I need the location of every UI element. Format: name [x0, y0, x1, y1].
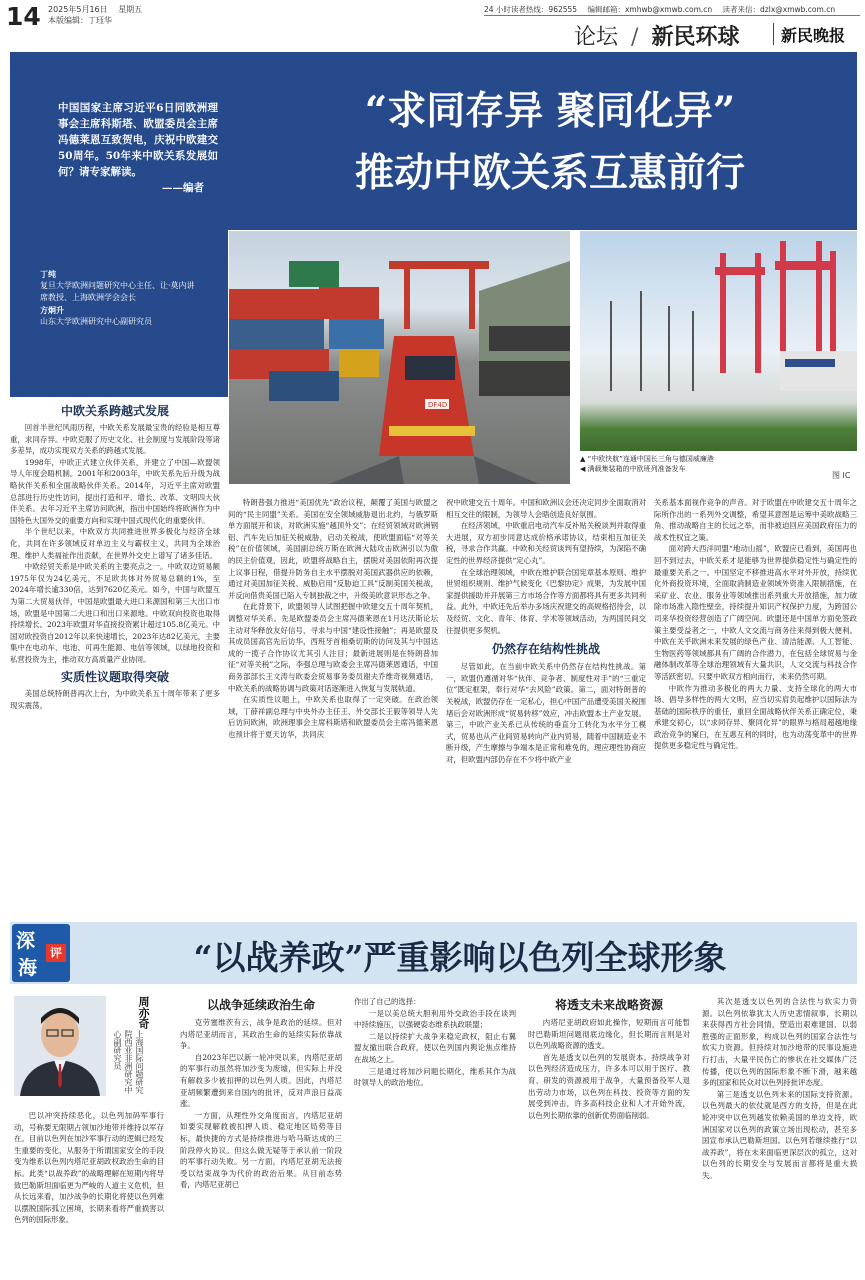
section-title — [574, 20, 739, 51]
article1-col3 — [446, 497, 646, 765]
article1-c2p1: 特朗普强力推进“美国优先”政治议程，颠覆了美国与欧盟之间的“民主同盟”关系。美国在安全领域威胁退出北约，与俄罗斯单方面展开和谈，对欧洲实施“越顶外交”；在经贸领域对欧洲钢铝、汽车先后加征关税威胁，启动关税战，使欧盟面临“对等关税”在价值领域，美国副总统万斯在欧洲大陆攻击欧洲引以为傲的民主价值观，因此，欧盟将战略自主，摆脱对美国依附再次提上议事日程，借提升防务自主水平摆脱对美国武器供应的依赖，通过对美国加征关税、威胁启用“反胁迫工具”反制美国关税战，并反向借贵美国已陷入专制独裁之中，升级美欧意识形态之争。 — [228, 498, 438, 600]
photo-captions — [580, 454, 714, 474]
subhead-structural-challenges: 仍然存在结构性挑战 — [491, 642, 600, 657]
article1-col2 — [228, 497, 438, 740]
caption-freight-train: ◀ 满载集装箱的中欧班列准备发车 — [580, 465, 686, 473]
weekday: 星期五 — [118, 5, 143, 14]
page-number: 14 — [6, 2, 41, 31]
contact-line — [484, 4, 835, 15]
author2-title: 山东大学欧洲研究中心副研究员 — [40, 317, 152, 326]
deep-sea-badge — [12, 924, 70, 982]
article1-p5: 美国总统特朗普再次上台，为中欧关系五十周年带来了更多现实震荡。 — [10, 689, 220, 711]
subhead-breakthrough: 实质性议题取得突破 — [60, 670, 169, 685]
article1-c2p3: 在实质性议题上，中欧关系也取得了一定突破。在政治领域，丁薛祥副总理与中央外办主任王、外交部长王毅等领导人先后访问欧洲，欧洲理事会主席科斯塔和欧盟委员会主席冯德莱恩也预计将于夏天访华，共同庆 — [228, 695, 438, 739]
article1-c3p2: 在经济领域，中欧重启电动汽车反补贴关税谈判并取得重大进展，双方初步同意达成价格承诺协议，结束相互加征关税，寻求合作共赢。中欧和关经贸谈判有望持续，为深陷不确定性的世界经济提供“定心丸”。 — [446, 521, 646, 565]
banner-title-line1: “求同存异 聚同化异” — [364, 88, 736, 134]
subhead-leap-development: 中欧关系跨越式发展 — [60, 404, 169, 418]
banner-intro — [58, 100, 218, 196]
date-line — [48, 4, 142, 15]
photo-port-cranes — [580, 231, 857, 451]
badge-comment: 评 — [46, 944, 66, 962]
author-portrait — [14, 996, 106, 1096]
section-world: 新民环球 — [651, 24, 740, 50]
photo-credit: 图 IC — [832, 471, 851, 480]
article1-p3: 半个世纪以来，中欧双方共同推进世界多极化与经济全球化，共同在许多领域反对单边主义与霸权主义，共同为全球治理、维护人类福祉作出贡献，在世界外交史上谱写了诸多佳话。 — [10, 527, 220, 560]
article2-p10: 首先是透支以色列的发展资本。持续战争对以色列经济造成压力，许多本可以用于医疗、教育、研发的资源被用于战争，大量预备役军人退出劳动力市场，以色列在科技、投资等方面的发展受到冲击，许多高科技企业和人才开始外流，以色列长期依靠的创新优势面临削弱。 — [528, 1052, 690, 1120]
article2-col1 — [14, 1110, 164, 1226]
article1-col1 — [10, 402, 220, 712]
section-forum: 论坛 — [574, 25, 619, 50]
subhead-strategic-resources: 将透支未来战略资源 — [554, 998, 663, 1012]
authors-box — [40, 268, 200, 328]
article2-p12: 第三是透支以色列未来的国际支持资源。以色列最大的依仗就是西方的支持，但是在此轮冲突中以色列越发依赖美国的单边支持，欧洲国家对以色列的政策立场出现松动，甚至多国宣布承认巴勒斯坦国。以色列若继续推行“以战养政”，将在未来面临更深层次的孤立，这对以色列的长期安全与发展而言都将是重大损失。 — [702, 1089, 857, 1180]
article1-p2: 1998年，中欧正式建立伙伴关系，并建立了中国—欧盟领导人年度会晤机制。2001年和2003年，中欧关系先后升级为战略伙伴关系和全面战略伙伴关系。2014年，习近平主席对欧盟总部进行历史性访问，提出打造和平、增长、改革、文明四大伙伴关系。去年习近平主席访问欧洲，指出中国始终将欧洲作为中国特色大国外交的重要方向和实现中国式现代化的重要伙伴。 — [10, 457, 220, 525]
article2-p6: 一是以美总统大胆利用外交政治手段在谈判中持续施压，以强硬姿态维系执政联盟； — [354, 1008, 516, 1030]
editor-line: 本版编辑：丁珏华 — [48, 16, 112, 25]
section-separator: / — [631, 25, 639, 50]
banner-title-line2: 推动中欧关系互惠前行 — [354, 150, 745, 196]
article2-p8: 三是通过将加沙问题长期化，维系其作为战时领导人的政治地位。 — [354, 1066, 516, 1088]
train-photo-illustration — [229, 231, 570, 484]
article2-col3 — [354, 996, 516, 1089]
article2-p3: 自2023年巴以新一轮冲突以来，内塔尼亚胡的军事行动虽然将加沙变为废墟，但实际上并没有解救多少被扣押的以色列人质。因此，内塔尼亚胡频繁遭到来自国内的批评，反对声浪日益高涨。 — [180, 1052, 342, 1109]
article1-c2p2: 在此背景下，欧盟领导人试图把握中欧建交五十周年契机，调整对华关系。先是欧盟委员会主席冯德莱恩在1月达沃斯论坛主动对华释放友好信号，寻求与中国“建设性接触”；再是欧盟及其成员国高官先后访华，西班牙首相桑切斯的访问及其与中国达成的一揽子合作协议尤其引人注目；最新进展则是在特朗普加征“对等关税”之际，李强总理与欧委会主席冯德莱恩通话，中国商务部部长王文涛与欧委会贸易事务委员谢夫乔维奇视频通话，中欧关系的战略协调与政策对话逐渐进入恢复与发展轨道。 — [228, 602, 438, 693]
edit-mail: 编辑邮箱：xmhwb@xmwb.com.cn — [587, 5, 713, 14]
article2-p7: 二是以持续扩大战争来稳定政权，阻止右翼盟友撤出联合政府，使以色列国内舆论焦点维持在战场之上。 — [354, 1031, 516, 1064]
paper-name: 新民晚报 — [781, 26, 846, 45]
article2-col4 — [528, 996, 690, 1121]
badge-sea: 海 — [18, 957, 38, 979]
article2-p1: 巴以冲突持续恶化，以色列加码军事行动，号称要无限期占领加沙地带并维持以军存在。目前以色列在加沙军事行动的逻辑已经发生重要的变化，从服务于所谓国家安全的手段变为维系以色列内塔尼亚胡政权政治生命的目标。此类“以战养政”的战略理解在短期内将导致巴勒斯坦面临更为严峻的人道主义危机，但从长远来看，加沙战争的长期化将使以色列难以摆脱国际孤立困境，长期来看将严重损害以色列的国际形象。 — [14, 1111, 164, 1225]
caption-sea-route: ▲ “中欧快航”连通中国长三角与德国威廉港 — [580, 455, 714, 463]
reader-mail: 读者来信：dzlx@xmwb.com.cn — [722, 5, 836, 14]
article1-col4 — [654, 497, 857, 752]
article1-p4: 中欧经贸关系是中欧关系的主要亮点之一。中欧双边贸易额1975年仅为24亿美元，不足欧共体对外贸易总额的1%，至2024年增长逾330倍，达到7620亿美元。如今，中国与欧盟互为第二大贸易伙伴，中国是欧盟最大进口来源国和第三大出口市场，欧盟是中国第二大进口和出口来源地。中欧双向投资也取得持续增长。2023年欧盟对华直接投资累计超过105.8亿美元。中国对欧投资自2012年以来快速增长，2023年达82亿美元，主要集中在电动车、电池、可再生能源、电信等领域，以绿地投资和私营投资为主，推动双方高质量产业协同。 — [10, 562, 220, 664]
article2-p4: 一方面，从理性外交角度而言，内塔尼亚胡如要实现解救被扣押人质、稳定地区局势等目标，最快捷的方式是持续推进与哈马斯达成的三阶段停火协议。但这么做无疑等于承认前一阶段的军事行动失败。另一方面，内塔尼亚胡无法接受以结束战争为代价的政治后果。从目前态势看，内塔尼亚胡已 — [180, 1110, 342, 1190]
author2-title-vertical: 上海国际问题研究院西亚非洲研究中心副研究员 — [113, 1030, 144, 1094]
article1-c3p3: 在全球治理领域，中欧在维护联合国宪章基本原则、维护世贸组织规则、维护气候变化《巴黎协定》成果，为发展中国家提供援助并开展第三方市场合作等方面都将具有更多共同利益。此外，中欧还先后举办多场庆祝建交的高规格招待会，以及经贸、文化、青年、体育、学术等领域活动，为两国民间交往提供更多契机。 — [446, 567, 646, 635]
badge-deep: 深 — [16, 930, 36, 952]
author2-name-vertical: 周亦奇 — [137, 996, 150, 1029]
article2-p5: 作出了自己的选择： — [354, 997, 421, 1006]
portrait-illustration — [14, 996, 106, 1096]
author2-name: 方炯升 — [40, 305, 64, 315]
article1-c4p2: 面对跨大西洋同盟“地动山摇”，欧盟应已看到，美国再也回不到过去，中欧关系才是能够为世界提供稳定性与确定性的最重要关系之一。中国坚定不移推进高水平对外开放，持续优化外商投资环境，全面取消制造业领域外资准入限制措施，在采矿业、农业、服务业等领域推出系列重大开放措施，加力破除市场准入隐性壁垒，持续提升知识产权保护力度，为跨国公司来华投资经营创造了广阔空间。欧盟还是中国单方面免签政策主要受益者之一，中欧人文交流与商务往来得到极大便利。中欧在关乎欧洲未来发展的绿色产业、清洁能源、人工智能、生物医药等领域都具有广阔的合作潜力，在包括全球贸易与金融体制改革等全球治理领域有大量共识，人文交流与科技合作等活跃密切。只要中欧双方相向而行，未来仍然可期。 — [654, 544, 857, 681]
date: 2025年5月16日 — [48, 5, 108, 14]
article1-c4p1: 关系基本面视作竞争的声音。对于欧盟在中欧建交五十周年之际所作出的一系列外交调整，希望其意图是运筹中美欧战略三角、推动战略自主的长远之举，而非被迫回应美国政府压力的战术性权宜之策。 — [654, 498, 857, 542]
masthead-divider — [773, 23, 774, 45]
port-photo-illustration — [580, 231, 857, 451]
article1-c3p1: 祝中欧建交五十周年。中国和欧洲议会还决定同步全面取消对相互交往的限制，为领导人会晤创造良好氛围。 — [446, 498, 646, 519]
article2-p9: 内塔尼亚胡政府如此操作，短期而言可能暂时巴勒斯坦问题彻底边缘化，但长期而言则是对以色列战略资源的透支。 — [528, 1018, 690, 1051]
article1-c4p3: 中欧作为推动多极化的两大力量、支持全球化的两大市场、倡导多样性的两大文明，应当切实肩负起维护以国际法为基础的国际秩序的重任，重回全面战略伙伴关系正确定位，秉承建交初心，以“求同存异、聚同化异”的眼界与格局超越地缘政治竞争的窠臼，在互惠互利的同时，也为动荡变革中的世界提供更多稳定性与确定性。 — [654, 683, 857, 751]
header-rule — [484, 15, 860, 16]
author1-name: 丁纯 — [40, 269, 56, 279]
subhead-war-politics: 以战争延续政治生命 — [206, 998, 315, 1012]
article1-c3p4: 尽管如此，在当前中欧关系中仍然存在结构性挑战。第一，欧盟仍遵循对华“伙伴、竞争者、制度性对手”的“三重定位”既定框架，奉行对华“去风险”政策。第二，面对特朗普的关税战，欧盟仍存在一定私心，担心中国产品遭受美国关税围堵后会对欧洲形成“贸易转移”效应，冲击欧盟本土产业发展。第三，中欧产业关系已从传统的垂直分工转化为水平分工模式，贸易也从产业间贸易转向产业内贸易，随着中国制造业不断升级，产生摩擦与争端本是正常和难免的，理应理性协商应对，但欧盟内部仍存在不少将中欧产业 — [446, 662, 646, 764]
article2-col5 — [702, 996, 857, 1182]
article2-p2: 克劳塞维茨有云，战争是政治的延续。但对内塔尼亚胡而言，其政治生命的延续实际依靠战争。 — [180, 1018, 342, 1051]
banner-intro-text: 中国国家主席习近平6日同欧洲理事会主席科斯塔、欧盟委员会主席冯德莱恩互致贺电，庆祝中欧建交50周年。50年来中欧关系发展如何？请专家解读。 — [58, 102, 218, 178]
photo-freight-train — [229, 231, 570, 484]
article2-p11: 其次是透支以色列的合法性与软实力资源。以色列依靠犹太人历史悲情叙事，长期以来获得西方社会同情，塑造出艰难建国、以弱胜强的正面形象，构成以色列的国家合法性与软实力资源。但持续对加沙地带的民事设施进行打击，大量平民伤亡的惨状在社交媒体广泛传播，使以色列的国际形象不断下滑，越来越多的国家和民众对以色列持批评态度。 — [702, 997, 857, 1088]
article1-p1: 回首半世纪风雨历程，中欧关系发展最宝贵的经验是相互尊重，求同存异。中欧克服了历史文化、社会制度与发展阶段等诸多差异，成功实现双方关系的跨越式发展。 — [10, 423, 220, 456]
article2-col2 — [180, 996, 342, 1191]
banner-intro-sign: ——编者 — [162, 182, 204, 194]
article2-title: “以战养政”严重影响以色列全球形象 — [193, 938, 727, 977]
hotline: 24 小时读者热线：962555 — [484, 5, 578, 14]
train-number: DF4D — [428, 401, 448, 409]
author1-title: 复旦大学欧洲问题研究中心主任、让·莫内讲席教授、上海欧洲学会会长 — [40, 281, 195, 302]
